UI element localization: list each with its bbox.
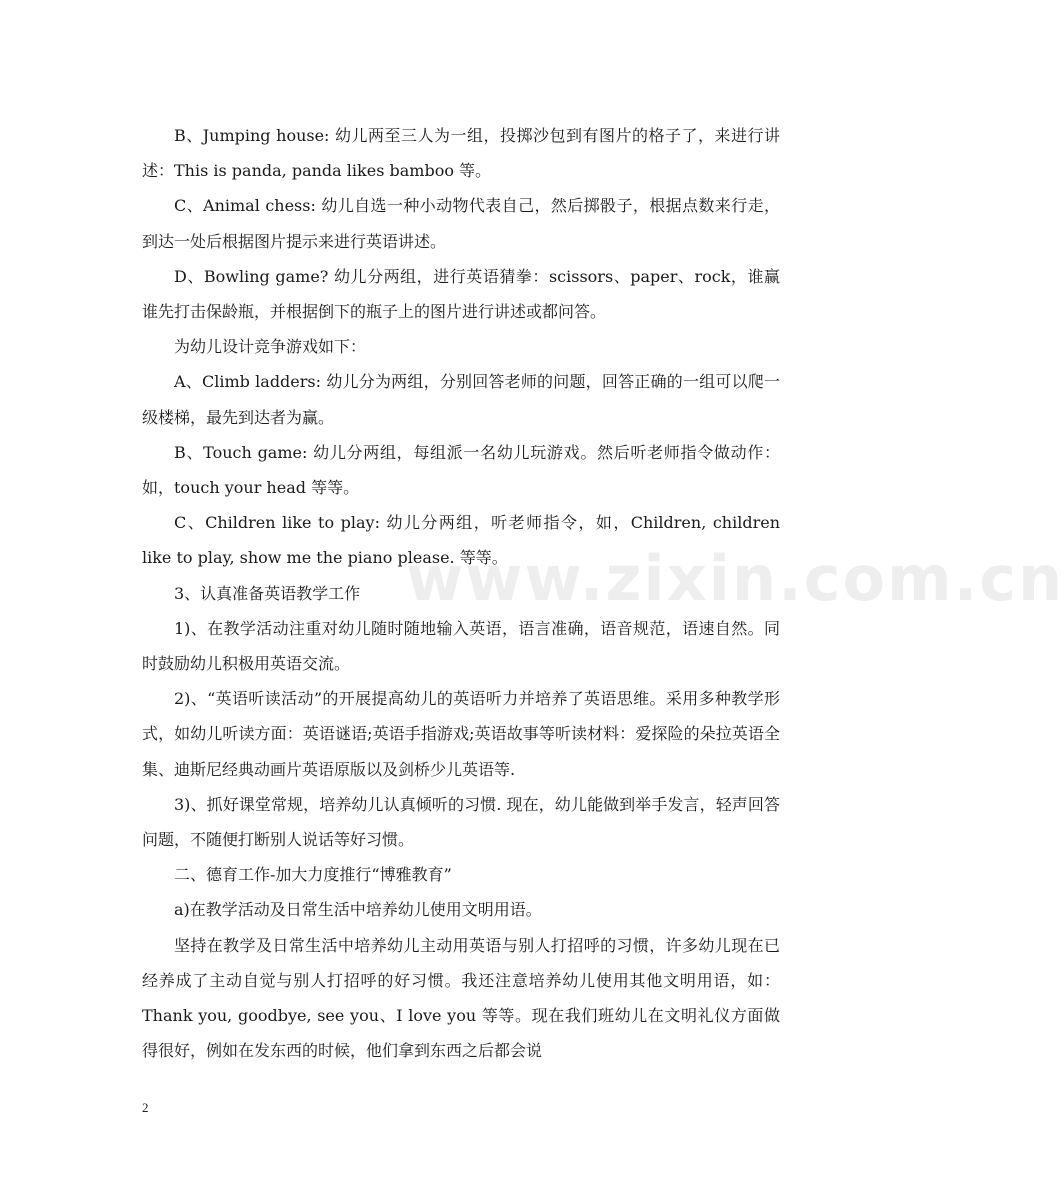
section-heading-moral-education: 二、德育工作-加大力度推行“博雅教育” [174, 865, 452, 885]
watermark: www.zixin.com.cn [406, 542, 1064, 615]
section-heading-english-teaching: 3、认真准备英语教学工作 [174, 583, 361, 603]
paragraph-children-like-to-play: C、Children like to play: 幼儿分两组，听老师指令，如，Children, children like to play, show me the piano please. 等等。 [142, 513, 780, 568]
paragraph-greeting-habits: 坚持在教学及日常生活中培养幼儿主动用英语与别人打招呼的习惯，许多幼儿现在已经养成了主动自觉与别人打招呼的好习惯。我还注意培养幼儿使用其他文明用语，如：Thank you, goodbye, see you、I love you 等等。现在我们班幼儿在文明礼仪方面做得很好，例如在发东西的时候，他们拿到东西之后都会说 [142, 935, 780, 1061]
paragraph-competition-intro: 为幼儿设计竞争游戏如下： [174, 337, 367, 357]
subheading-civil-language: a)在教学活动及日常生活中培养幼儿使用文明用语。 [174, 900, 542, 920]
paragraph-bowling-game: D、Bowling game? 幼儿分两组，进行英语猜拳：scissors、paper、rock，谁赢谁先打击保龄瓶，并根据倒下的瓶子上的图片进行讲述或都问答。 [142, 266, 780, 322]
paragraph-animal-chess: C、Animal chess: 幼儿自选一种小动物代表自己，然后掷骰子，根据点数来行走，到达一处后根据图片提示来进行英语讲述。 [142, 196, 780, 251]
page-number: 2 [142, 1100, 149, 1115]
paragraph-item-3: 3)、抓好课堂常规，培养幼儿认真倾听的习惯. 现在，幼儿能做到举手发言，轻声回答问题，不随便打断别人说话等好习惯。 [142, 794, 780, 850]
paragraph-touch-game: B、Touch game: 幼儿分两组，每组派一名幼儿玩游戏。然后听老师指令做动作：如，touch your head 等等。 [142, 442, 780, 498]
paragraph-jumping-house: B、Jumping house: 幼儿两至三人为一组，投掷沙包到有图片的格子了，来进行讲述：This is panda, panda likes bamboo 等。 [142, 126, 780, 181]
paragraph-climb-ladders: A、Climb ladders: 幼儿分为两组，分别回答老师的问题，回答正确的一组可以爬一级楼梯，最先到达者为赢。 [142, 372, 780, 427]
paragraph-item-1: 1)、在教学活动注重对幼儿随时随地输入英语，语言准确，语音规范，语速自然。同时鼓励幼儿积极用英语交流。 [142, 618, 780, 674]
paragraph-item-2: 2)、“英语听读活动”的开展提高幼儿的英语听力并培养了英语思维。采用多种教学形式，如幼儿听读方面：英语谜语;英语手指游戏;英语故事等听读材料：爱探险的朵拉英语全集、迪斯尼经典动画片英语原版以及剑桥少儿英语等. [142, 689, 780, 779]
body-text [142, 118, 780, 1068]
